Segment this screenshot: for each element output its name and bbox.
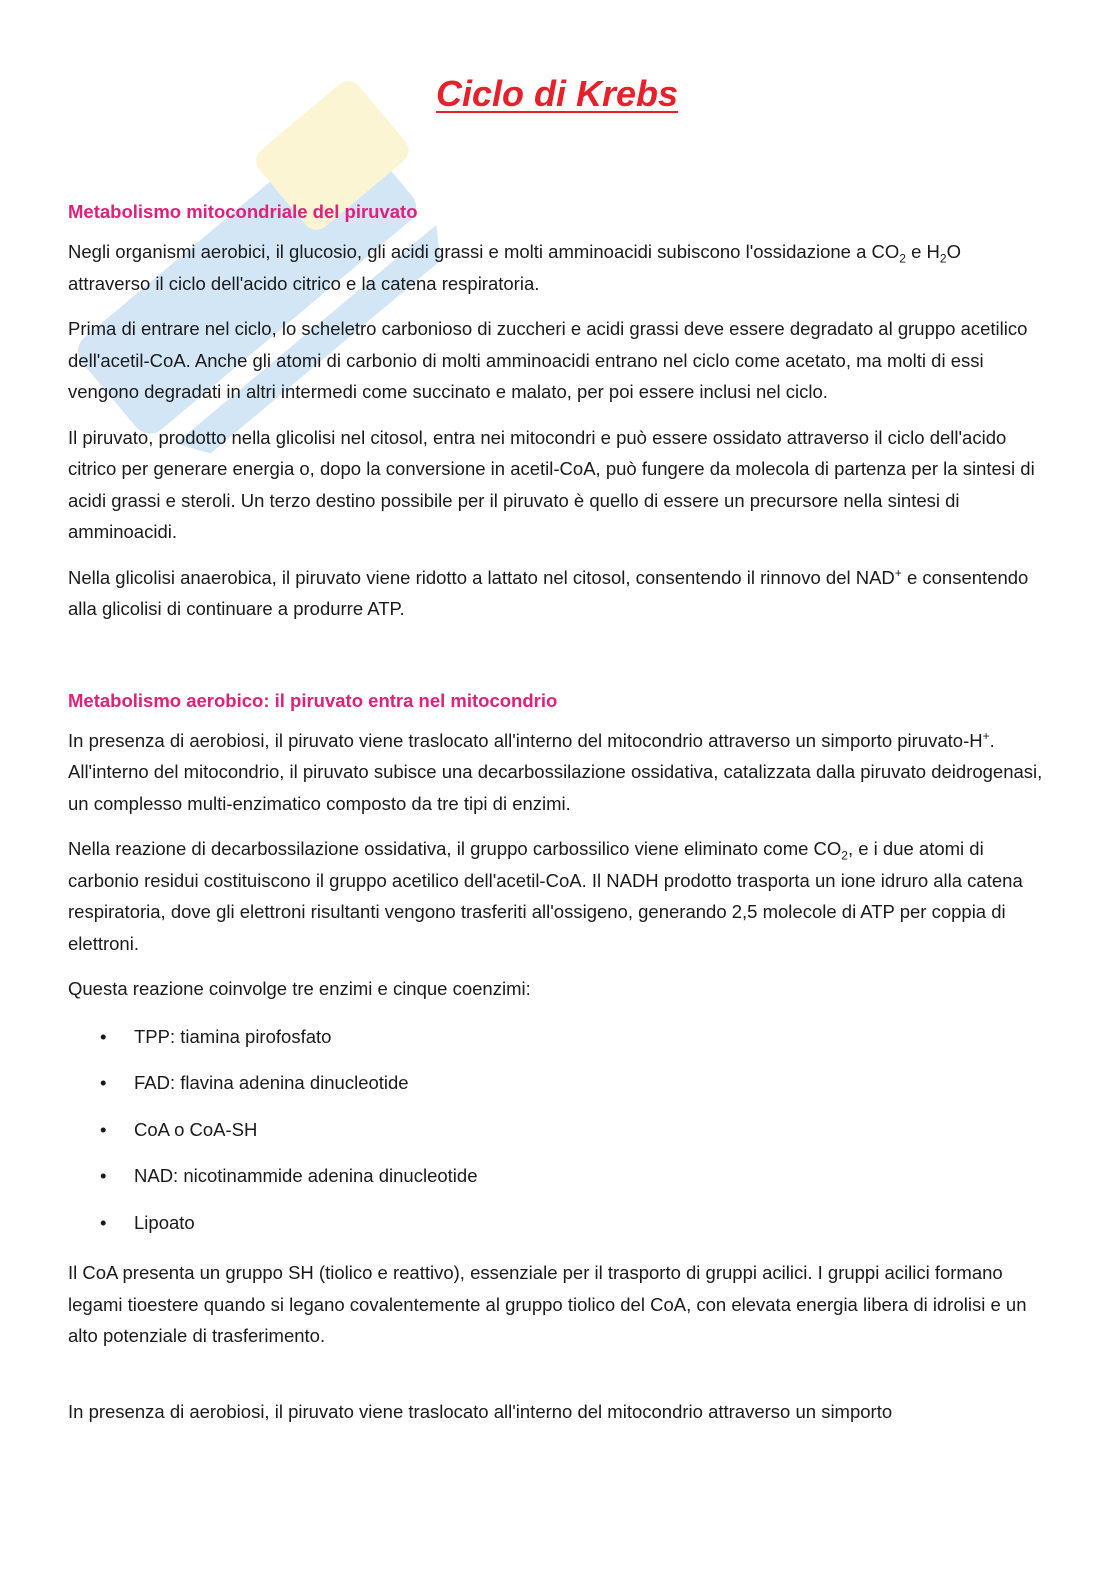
paragraph: Negli organismi aerobici, il glucosio, gli acidi grassi e molti amminoacidi subiscono l'ossidazione a $CO_2$ e $H_2O$ attraverso il ciclo dell'acido citrico e la catena respiratoria. — [68, 241, 961, 294]
list-item: • CoA o CoA-SH — [68, 1118, 1046, 1165]
list-item: • FAD: flavina adenina dinucleotide — [68, 1071, 1046, 1118]
paragraph: Prima di entrare nel ciclo, lo scheletro carbonioso di zuccheri e acidi grassi deve essere degradato al gruppo acetilico dell'acetil-CoA. Anche gli atomi di carbonio di molti amminoacidi entrano nel ciclo come acetato, ma molti di essi vengono degradati in altri intermedi come succinato e malato, per poi essere inclusi nel ciclo. — [68, 318, 1028, 402]
coenzyme-list — [68, 1025, 1046, 1258]
paragraph: In presenza di aerobiosi, il piruvato viene traslocato all'interno del mitocondrio attraverso un simporto — [68, 1400, 893, 1422]
list-item: • TPP: tiamina pirofosfato — [68, 1025, 1046, 1072]
list-item: • Lipoato — [68, 1211, 1046, 1258]
paragraph: Il CoA presenta un gruppo SH (tiolico e reattivo), essenziale per il trasporto di gruppi acilici. I gruppi acilici formano legami tioestere quando si legano covalentemente al gruppo tiolico del CoA, con elevata energia libera di idrolisi e un alto potenziale di trasferimento. — [68, 1262, 1027, 1346]
section-heading-aerobic-metabolism: Metabolismo aerobico: il piruvato entra nel mitocondrio — [68, 689, 558, 711]
paragraph: In presenza di aerobiosi, il piruvato viene traslocato all'interno del mitocondrio attraverso un simporto piruvato-H+. All'interno del mitocondrio, il piruvato subisce una decarbossilazione ossidativa, catalizzata dalla piruvato deidrogenasi, un complesso multi-enzimatico composto da tre tipi di enzimi. — [68, 728, 1043, 814]
list-item: • NAD: nicotinammide adenina dinucleotide — [68, 1164, 1046, 1211]
document-title: Ciclo di Krebs — [435, 73, 679, 114]
paragraph: Il piruvato, prodotto nella glicolisi nel citosol, entra nei mitocondri e può essere ossidato attraverso il ciclo dell'acido citrico per generare energia o, dopo la conversione in acetil-CoA, può fungere da molecola di partenza per la sintesi di acidi grassi e steroli. Un terzo destino possibile per il piruvato è quello di essere un precursore nella sintesi di amminoacidi. — [68, 426, 1035, 542]
paragraph: Questa reazione coinvolge tre enzimi e cinque coenzimi: — [68, 978, 531, 999]
section-heading-mitochondrial-metabolism: Metabolismo mitocondriale del piruvato — [68, 201, 418, 222]
paragraph: Nella glicolisi anaerobica, il piruvato viene ridotto a lattato nel citosol, consentendo il rinnovo del NAD+ e consentendo alla glicolisi di continuare a produrre ATP. — [68, 565, 1029, 619]
paragraph: Nella reazione di decarbossilazione ossidativa, il gruppo carbossilico viene eliminato come $CO_2$, e i due atomi di carbonio residui costituiscono il gruppo acetilico dell'acetil-CoA. Il NADH prodotto trasporta un ione idruro alla catena respiratoria, dove gli elettroni risultanti vengono trasferiti all'ossigeno, generando 2,5 molecole di ATP per coppia di elettroni. — [68, 838, 1023, 954]
